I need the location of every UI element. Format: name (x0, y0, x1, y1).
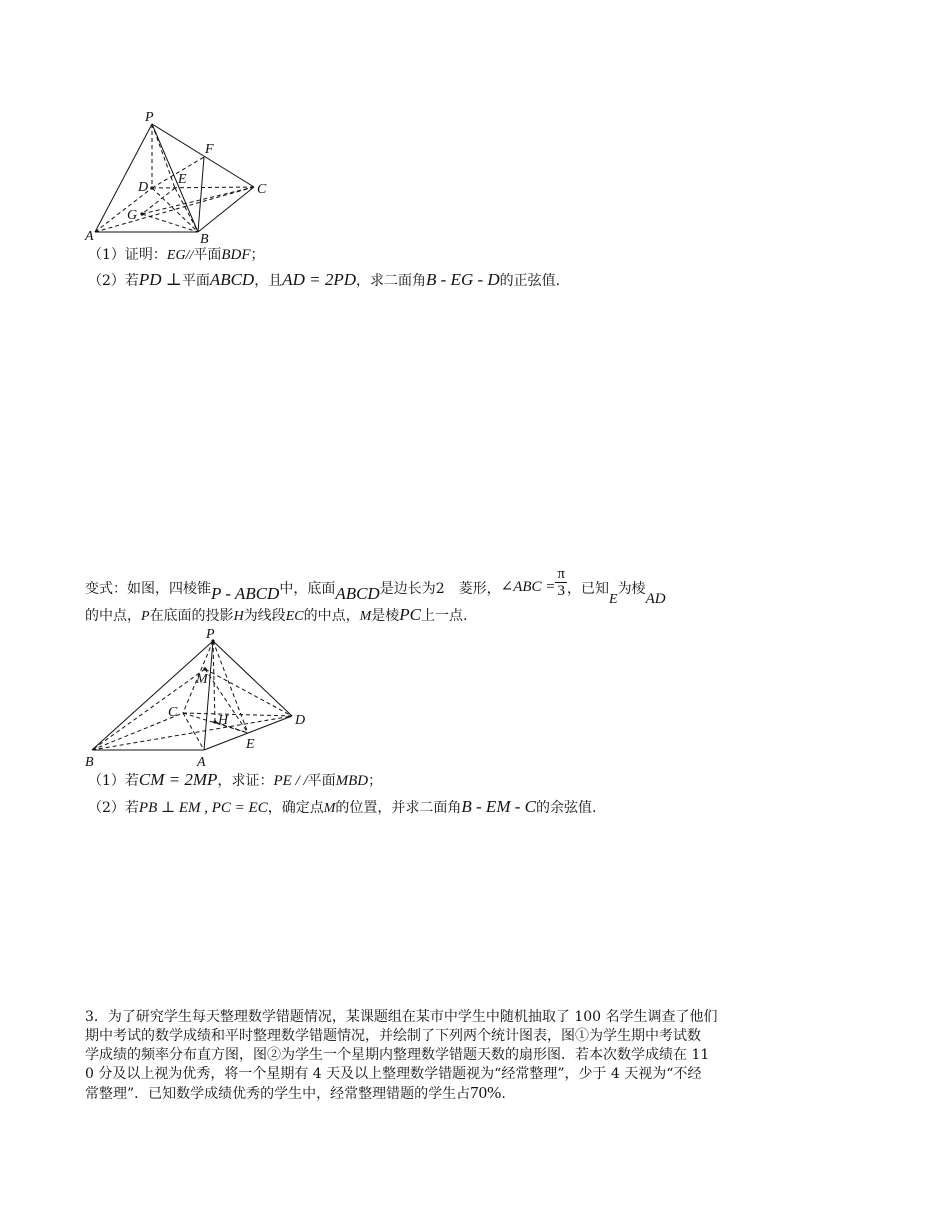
point-H (213, 720, 216, 723)
edge-MD (205, 669, 292, 716)
label-B: B (85, 755, 94, 770)
problem1-q1: （1）证明：EG//平面BDF； (88, 247, 265, 263)
edge-CD (183, 713, 292, 716)
point-D (150, 186, 153, 189)
problem2-q2: （2）若PB ⊥ EM , PC = EC，确定点M的位置，并求二面角B - EM - C的余弦值. (88, 797, 597, 816)
problem1-q2: （2）若PD ⊥平面ABCD，且AD = 2PD，求二面角B - EG - D的正弦值. (88, 270, 561, 289)
label-B: B (200, 232, 209, 247)
label-C: C (257, 182, 267, 197)
problem3-line4: 0 分及以上视为优秀，将一个星期有 4 天及以上整理数学错题视为“经常整理”，少于 4 天视为“不经 (85, 1066, 702, 1082)
edge-PD (213, 641, 292, 716)
edge-MB (92, 669, 205, 750)
label-H: H (218, 713, 229, 728)
label-D: D (138, 180, 149, 195)
figure-1-pyramid (80, 105, 280, 250)
label-A: A (197, 755, 206, 770)
figure-2-pyramid (80, 624, 320, 774)
label-E: E (178, 172, 187, 187)
edge-BF (198, 157, 204, 232)
point-G (140, 212, 143, 215)
edge-BD (92, 716, 292, 750)
label-F: F (205, 142, 214, 157)
edge-PB (152, 124, 198, 232)
edge-CA (183, 713, 204, 750)
problem2-q1: （1）若CM = 2MP，求证：PE / /平面MBD； (88, 770, 383, 789)
label-C: C (168, 705, 178, 720)
problem3-line2: 期中考试的数学成绩和平时整理数学错题情况，并绘制了下列两个统计图表，图①为学生期中考试数 (85, 1028, 701, 1044)
label-D: D (295, 713, 306, 728)
problem3-line1: 3．为了研究学生每天整理数学错题情况，某课题组在某市中学生中随机抽取了 100 名学生调查了他们 (85, 1009, 718, 1025)
label-E: E (246, 737, 255, 752)
label-G: G (127, 208, 138, 223)
variant-line2: 的中点，P在底面的投影H为线段EC的中点，M是棱PC上一点. (85, 605, 468, 624)
variant-line1: 变式：如图，四棱锥P - ABCD中，底面ABCD是边长为2 菱形，∠ABC = $\frac{\pi}{3}$ ，已知E为棱AD (85, 566, 666, 607)
label-A: A (85, 229, 94, 244)
point-M (203, 667, 206, 670)
edge-PA (95, 124, 152, 232)
edge-PE (152, 124, 175, 188)
problem3-line5: 常整理”．已知数学成绩优秀的学生中，经常整理错题的学生占70%. (85, 1083, 506, 1102)
problem3-line3: 学成绩的频率分布直方图，图②为学生一个星期内整理数学错题天数的扇形图．若本次数学成绩在 11 (85, 1047, 710, 1063)
edge-DC (152, 187, 254, 188)
label-P: P (145, 110, 154, 125)
label-P: P (206, 627, 215, 642)
label-M: M (196, 672, 208, 687)
edge-PC (152, 124, 254, 187)
edge-PA (204, 641, 213, 750)
fraction-pi-over-3: $\frac{\pi}{3}$ (557, 566, 565, 599)
edge-GB (142, 214, 198, 232)
